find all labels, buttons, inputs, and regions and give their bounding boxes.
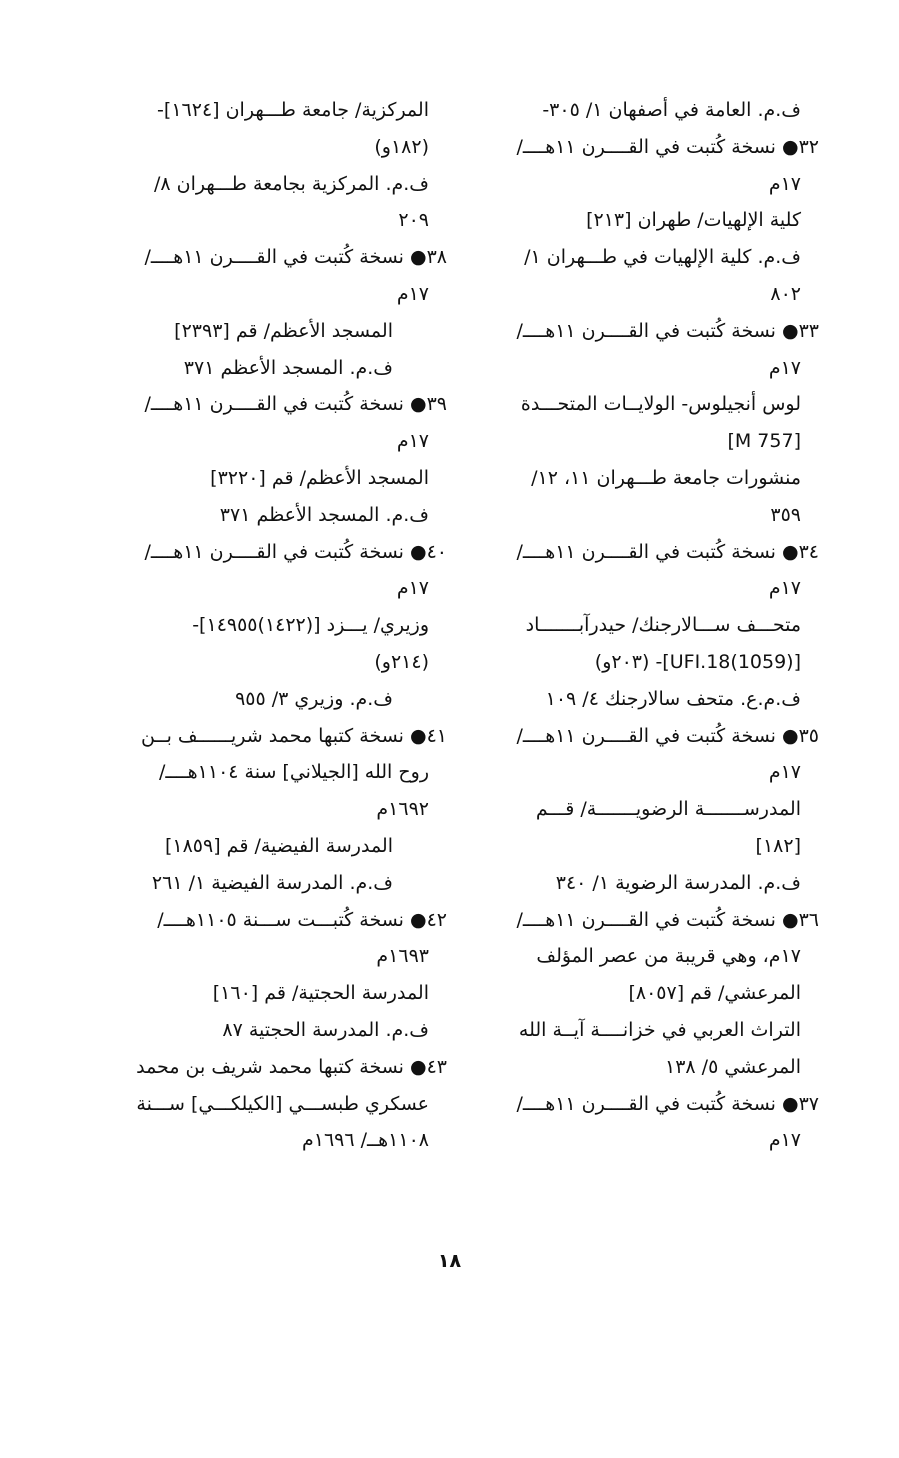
right-column-line: متحـــف ســـالارجنك/ حيدرآبـــــــاد bbox=[525, 614, 801, 637]
right-column-line: ٣٢● نسخة كُتبت في القــــرن ١١هــــ/ bbox=[516, 135, 819, 158]
right-column-line: ٣٤● نسخة كُتبت في القــــرن ١١هــــ/ bbox=[516, 540, 819, 563]
right-column-line: ٣٣● نسخة كُتبت في القــــرن ١١هــــ/ bbox=[516, 319, 819, 342]
left-column-line: ١٦٩٣م bbox=[376, 945, 429, 968]
right-column-line: ف.م.ع. متحف سالارجنك ٤/ ١٠٩ bbox=[545, 687, 801, 710]
right-column-line: ١٧م bbox=[768, 1129, 801, 1152]
right-column-line: ٣٥● نسخة كُتبت في القــــرن ١١هــــ/ bbox=[516, 724, 819, 747]
right-column-line: لوس أنجيلوس- الولايــات المتحـــدة bbox=[520, 393, 801, 416]
left-column bbox=[111, 92, 447, 1159]
left-column-line: ٤٢● نسخة كُتبـــت ســـنة ١١٠٥هــــ/ bbox=[157, 908, 447, 931]
right-column-line: [M 757] bbox=[727, 430, 801, 453]
right-column-line: التراث العربي في خزانــــة آيــة الله bbox=[518, 1018, 801, 1041]
right-column-line: ف.م. كلية الإلهيات في طـــهران ١/ bbox=[524, 246, 801, 269]
left-column-line: ١٧م bbox=[396, 282, 429, 305]
left-column-line: ٢٠٩ bbox=[398, 209, 429, 232]
left-column-line: ف.م. المركزية بجامعة طـــهران ٨/ bbox=[153, 172, 429, 195]
right-column-line: ف.م. المدرسة الرضوية ١/ ٣٤٠ bbox=[555, 871, 801, 894]
left-column-line: ٤٠● نسخة كُتبت في القــــرن ١١هــــ/ bbox=[144, 540, 447, 563]
left-column-line: ٤١● نسخة كتبها محمد شريــــــف بــن bbox=[141, 724, 447, 747]
left-column-line: (١٨٢و) bbox=[374, 135, 429, 158]
right-column-line: [١٨٢] bbox=[755, 834, 801, 857]
left-column-line: المسجد الأعظم/ قم [٣٢٢٠] bbox=[210, 466, 429, 489]
left-column-line: (٢١٤و) bbox=[374, 650, 429, 673]
right-column-line: المرعشي ٥/ ١٣٨ bbox=[665, 1055, 801, 1078]
right-column-line: ١٧م bbox=[768, 577, 801, 600]
right-column-line: ٣٥٩ bbox=[770, 503, 801, 526]
right-column-line: منشورات جامعة طـــهران ١١، ١٢/ bbox=[531, 466, 801, 489]
right-column-line: [(1059)UFI.18]- (٢٠٣و) bbox=[594, 650, 801, 673]
left-column-line: المسجد الأعظم/ قم [٢٣٩٣] bbox=[174, 319, 393, 342]
right-column-line: ١٧م bbox=[768, 172, 801, 195]
left-column-line: ٣٩● نسخة كُتبت في القــــرن ١١هــــ/ bbox=[144, 393, 447, 416]
right-column bbox=[494, 92, 819, 1159]
right-column-line: ٣٧● نسخة كُتبت في القــــرن ١١هــــ/ bbox=[516, 1092, 819, 1115]
page-number: ١٨ bbox=[437, 1250, 462, 1272]
left-column-line: وزيري/ يـــزد [(١٤٢٢)١٤٩٥٥]- bbox=[192, 614, 429, 637]
left-column-line: المركزية/ جامعة طـــهران [١٦٢٤]- bbox=[157, 99, 429, 121]
right-column-line: ف.م. العامة في أصفهان ١/ ٣٠٥- bbox=[542, 99, 801, 121]
right-column-line: ٣٦● نسخة كُتبت في القــــرن ١١هــــ/ bbox=[516, 908, 819, 931]
left-column-line: ف.م. المدرسة الحجتية ٨٧ bbox=[222, 1018, 429, 1041]
left-column-line: عسكري طبســـي [الكيلكـــي] ســـنة bbox=[136, 1092, 429, 1115]
left-column-line: ٤٣● نسخة كتبها محمد شريف بن محمد bbox=[136, 1055, 447, 1078]
left-column-line: ١٦٩٢م bbox=[376, 798, 429, 821]
right-column-line: ١٧م bbox=[768, 761, 801, 784]
right-column-line: المدرســـــــة الرضويـــــــة/ قـــم bbox=[535, 798, 801, 821]
left-column-line: ف.م. المسجد الأعظم ٣٧١ bbox=[219, 503, 429, 526]
left-column-line: ف.م. المدرسة الفيضية ١/ ٢٦١ bbox=[151, 871, 393, 894]
left-column-line: ١١٠٨هــ/ ١٦٩٦م bbox=[301, 1129, 429, 1152]
left-column-line: المدرسة الحجتية/ قم [١٦٠] bbox=[212, 982, 429, 1005]
left-column-line: ٣٨● نسخة كُتبت في القــــرن ١١هــــ/ bbox=[144, 246, 447, 269]
left-column-line: ١٧م bbox=[396, 430, 429, 453]
right-column-line: ٨٠٢ bbox=[770, 282, 801, 305]
left-column-line: ف.م. المسجد الأعظم ٣٧١ bbox=[183, 356, 393, 379]
left-column-line: روح الله [الجيلاني] سنة ١١٠٤هــــ/ bbox=[158, 761, 429, 784]
right-column-line: كلية الإلهيات/ طهران [٢١٣] bbox=[586, 209, 801, 232]
right-column-line: ١٧م bbox=[768, 356, 801, 379]
right-column-line: ١٧م، وهي قريبة من عصر المؤلف bbox=[536, 945, 801, 968]
left-column-line: ١٧م bbox=[396, 577, 429, 600]
right-column-line: المرعشي/ قم [٨٠٥٧] bbox=[628, 982, 801, 1005]
left-column-line: المدرسة الفيضية/ قم [١٨٥٩] bbox=[164, 834, 393, 857]
left-column-line: ف.م. وزيري ٣/ ٩٥٥ bbox=[235, 687, 393, 710]
